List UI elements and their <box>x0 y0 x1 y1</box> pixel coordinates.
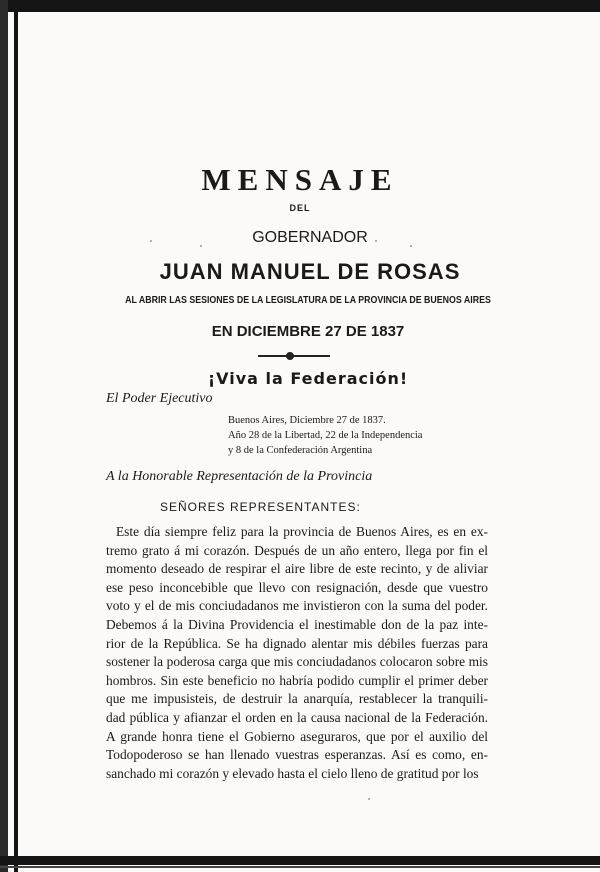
place-line: Buenos Aires, Diciembre 27 de 1837. <box>228 415 386 426</box>
scan-border-top <box>0 0 600 12</box>
body-line: sostener la poderosa carga que mis conciudadanos colocaron sobre mis <box>106 654 488 670</box>
body-line: hombros. Sin este beneficio no habría podido cumplir el primer deber <box>106 672 488 688</box>
body-line: Todopoderoso se han llenado vuestras esperanzas. Así es como, en- <box>106 747 488 763</box>
body-paragraph <box>106 523 488 783</box>
ornament-dot <box>286 352 294 360</box>
body-line: Debemos á la Divina Providencia el inestimable don de la paz inte- <box>106 616 488 632</box>
body-line: rior de la República. Se ha dignado alentar mis débiles fuerzas para <box>106 635 488 651</box>
place-line: y 8 de la Confederación Argentina <box>228 445 373 456</box>
scan-speck <box>410 245 412 247</box>
body-line: tremo grato á mi corazón. Después de un año entero, llega por fin el <box>106 542 488 558</box>
scan-speck <box>368 798 370 800</box>
document-title: MENSAJE <box>201 162 399 197</box>
scan-border-left-inner <box>14 0 18 872</box>
body-line: sanchado mi corazón y elevado hasta el cielo lleno de gratitud por los <box>106 765 479 781</box>
motto: ¡Viva la Federación! <box>207 369 409 388</box>
scan-speck <box>200 245 202 247</box>
title-name: JUAN MANUEL DE ROSAS <box>159 259 461 284</box>
body-line: voto y el de mis conciudadanos me invistieron con la suma del poder. <box>106 598 488 614</box>
scan-border-bottom-thin <box>0 866 600 868</box>
letter-sender: El Poder Ejecutivo <box>106 391 213 406</box>
scan-border-bottom <box>0 856 600 865</box>
title-date: EN DICIEMBRE 27 DE 1837 <box>211 323 405 340</box>
salutation: SEÑORES REPRESENTANTES: <box>160 500 361 514</box>
title-connector: DEL <box>289 203 311 213</box>
body-line: A grande honra tiene el Gobierno aseguraros, que por el auxilio del <box>106 728 488 744</box>
body-line: momento deseado de respirar el aire libre de este recinto, y de aliviar <box>106 561 488 577</box>
title-subtitle: AL ABRIR LAS SESIONES DE LA LEGISLATURA DE LA PROVINCIA DE BUENOS AIRES <box>125 294 491 306</box>
scan-speck <box>375 240 377 242</box>
ornament-rule <box>258 355 330 357</box>
letter-addressee: A la Honorable Representación de la Provincia <box>106 469 373 484</box>
title-office: GOBERNADOR <box>252 229 368 246</box>
body-line: que me impusisteis, de destruir la anarquía, restablecer la tranquili- <box>106 691 488 707</box>
body-line: dad pública y afianzar el orden en la causa nacional de la Federación. <box>106 709 488 725</box>
place-line: Año 28 de la Libertad, 22 de la Independencia <box>228 430 423 441</box>
scan-speck <box>150 240 152 242</box>
scan-border-left <box>0 0 8 872</box>
body-line: Este día siempre feliz para la provincia de Buenos Aires, es en ex- <box>116 524 488 539</box>
body-line: ese peso inconcebible que llevo con resignación, desde que vuestro <box>106 579 488 595</box>
